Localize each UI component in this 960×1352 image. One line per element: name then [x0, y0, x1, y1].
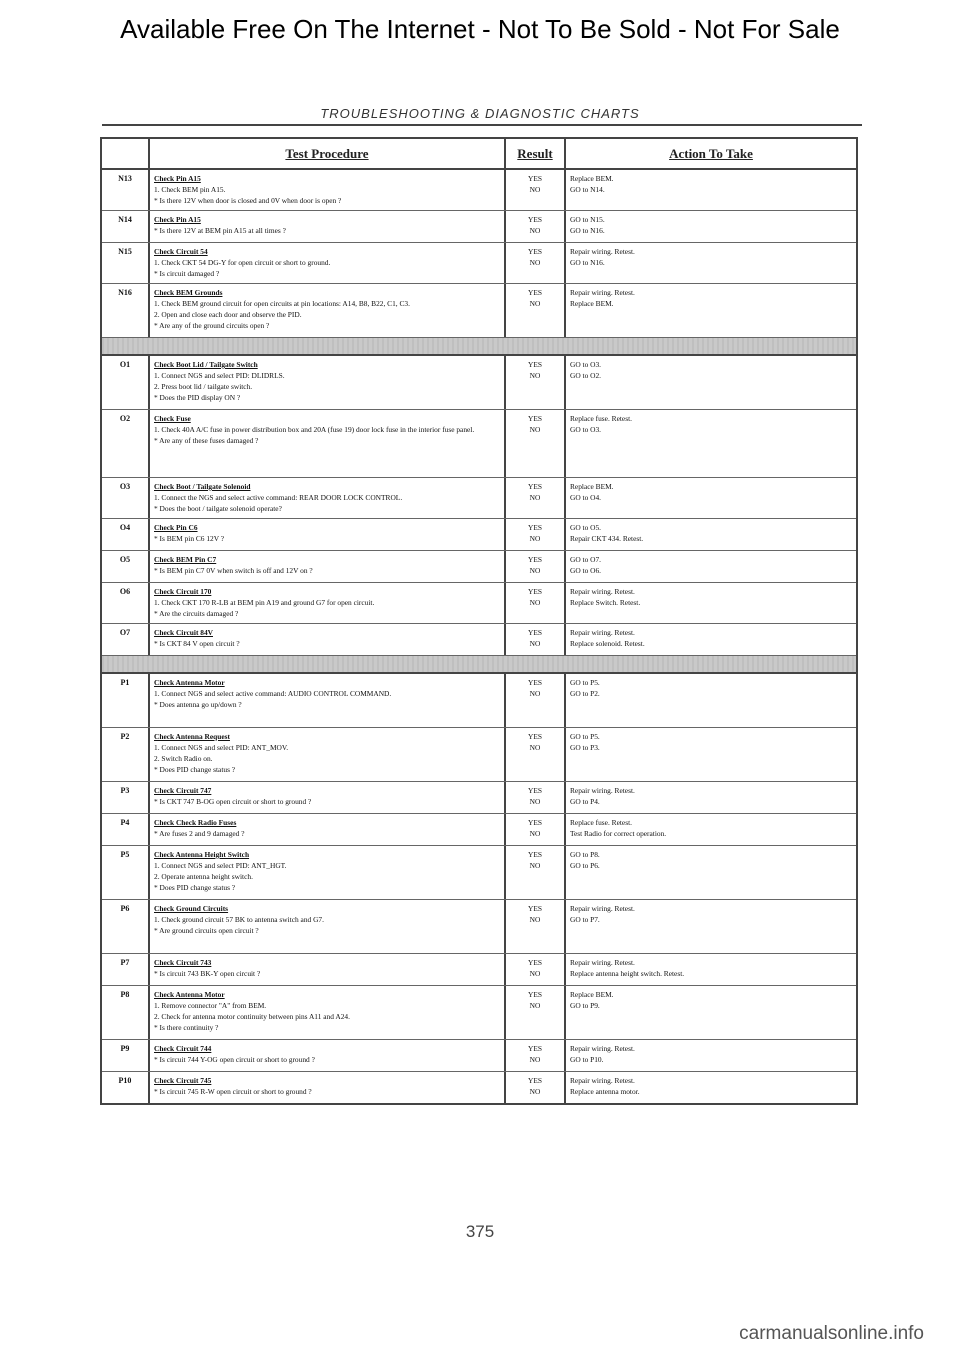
action-value: GO to P8. [570, 850, 600, 859]
result-value: YES [528, 990, 542, 999]
procedure-cell [148, 170, 504, 210]
procedure-cell [148, 478, 504, 518]
title-divider [102, 124, 862, 126]
table-row [102, 211, 856, 243]
action-value: GO to O7. [570, 555, 601, 564]
result-value: YES [528, 360, 542, 369]
result-value: NO [529, 566, 541, 575]
test-step-id: N14 [118, 215, 132, 224]
action-cell [564, 900, 856, 953]
procedure-step: * Is circuit 745 R-W open circuit or short to ground ? [154, 1087, 312, 1096]
procedure-title: Check Circuit 743 [154, 958, 212, 967]
action-cell [564, 211, 856, 242]
procedure-cell [148, 284, 504, 337]
table-row [102, 1040, 856, 1072]
procedure-cell [148, 728, 504, 781]
procedure-cell [148, 986, 504, 1039]
test-step-id: O5 [119, 555, 131, 564]
result-value: YES [528, 904, 542, 913]
action-value: Replace BEM. [570, 299, 614, 308]
result-value: NO [529, 226, 541, 235]
table-row [102, 782, 856, 814]
result-value: YES [528, 850, 542, 859]
result-value: NO [529, 534, 541, 543]
action-cell [564, 170, 856, 210]
result-value: YES [528, 732, 542, 741]
procedure-step: * Does PID change status ? [154, 883, 236, 892]
action-value: Replace antenna motor. [570, 1087, 640, 1096]
procedure-title: Check BEM Pin C7 [154, 555, 217, 564]
action-value: Repair CKT 434. Retest. [570, 534, 644, 543]
test-step-id: P2 [120, 732, 130, 741]
procedure-column-header: Test Procedure [148, 139, 504, 168]
procedure-step: * Are the circuits damaged ? [154, 609, 239, 618]
action-cell [564, 782, 856, 813]
action-value: GO to O4. [570, 493, 601, 502]
procedure-step: 1. Connect the NGS and select active command: REAR DOOR LOCK CONTROL. [154, 493, 403, 502]
procedure-title: Check Circuit 84V [154, 628, 213, 637]
action-value: GO to N16. [570, 226, 605, 235]
action-cell [564, 1040, 856, 1071]
result-value: YES [528, 1044, 542, 1053]
table-row [102, 243, 856, 284]
procedure-step: 1. Remove connector "A" from BEM. [154, 1001, 267, 1010]
result-value: NO [529, 743, 541, 752]
result-value: YES [528, 523, 542, 532]
action-cell [564, 551, 856, 582]
procedure-step: * Are any of these fuses damaged ? [154, 436, 259, 445]
result-value: NO [529, 1087, 541, 1096]
table-row [102, 814, 856, 846]
procedure-cell [148, 1072, 504, 1103]
action-value: GO to N16. [570, 258, 605, 267]
action-cell [564, 478, 856, 518]
procedure-step: 1. Connect NGS and select PID: ANT_MOV. [154, 743, 289, 752]
table-row [102, 624, 856, 656]
action-value: GO to P5. [570, 678, 600, 687]
procedure-title: Check Circuit 170 [154, 587, 212, 596]
procedure-step: 1. Check CKT 170 R-LB at BEM pin A19 and ground G7 for open circuit. [154, 598, 375, 607]
procedure-title: Check Check Radio Fuses [154, 818, 237, 827]
result-value: YES [528, 414, 542, 423]
table-row [102, 674, 856, 728]
result-cell [504, 519, 564, 550]
procedure-step: 1. Connect NGS and select active command: AUDIO CONTROL COMMAND. [154, 689, 392, 698]
action-value: GO to P6. [570, 861, 600, 870]
test-step-id: O6 [119, 587, 131, 596]
action-cell [564, 728, 856, 781]
procedure-title: Check Circuit 54 [154, 247, 208, 256]
procedure-title: Check Circuit 744 [154, 1044, 212, 1053]
action-cell [564, 284, 856, 337]
procedure-step: 1. Check 40A A/C fuse in power distribution box and 20A (fuse 19) door lock fuse in the interior fuse panel. [154, 425, 475, 434]
action-cell [564, 410, 856, 477]
result-value: NO [529, 1055, 541, 1064]
result-value: YES [528, 288, 542, 297]
procedure-cell [148, 846, 504, 899]
result-cell [504, 954, 564, 985]
procedure-step: * Is CKT 747 B-OG open circuit or short to ground ? [154, 797, 312, 806]
action-cell [564, 583, 856, 623]
result-value: YES [528, 958, 542, 967]
result-cell [504, 624, 564, 655]
action-cell [564, 519, 856, 550]
test-step-id: O1 [119, 360, 131, 369]
procedure-title: Check BEM Grounds [154, 288, 223, 297]
result-value: YES [528, 1076, 542, 1085]
procedure-step: 2. Operate antenna height switch. [154, 872, 253, 881]
table-body [102, 170, 856, 1103]
procedure-step: 2. Switch Radio on. [154, 754, 213, 763]
procedure-title: Check Pin A15 [154, 215, 201, 224]
test-step-id: P1 [120, 678, 130, 687]
procedure-step: * Is circuit 743 BK-Y open circuit ? [154, 969, 261, 978]
action-value: Replace BEM. [570, 174, 614, 183]
test-step-id: N16 [118, 288, 132, 297]
action-value: GO to N14. [570, 185, 605, 194]
procedure-step: 1. Check BEM ground circuit for open circuits at pin locations: A14, B8, B22, C1, C3. [154, 299, 410, 308]
result-cell [504, 243, 564, 283]
action-value: GO to P10. [570, 1055, 604, 1064]
procedure-step: 1. Connect NGS and select PID: DLIDRLS. [154, 371, 285, 380]
procedure-title: Check Circuit 745 [154, 1076, 212, 1085]
action-value: GO to O5. [570, 523, 601, 532]
result-value: NO [529, 1001, 541, 1010]
action-value: Repair wiring. Retest. [570, 247, 635, 256]
table-row [102, 551, 856, 583]
result-value: YES [528, 174, 542, 183]
result-value: YES [528, 247, 542, 256]
table-row [102, 519, 856, 551]
procedure-cell [148, 900, 504, 953]
procedure-cell [148, 1040, 504, 1071]
test-step-id: P8 [120, 990, 130, 999]
result-value: NO [529, 969, 541, 978]
result-value: NO [529, 598, 541, 607]
table-row [102, 410, 856, 478]
test-step-id: P10 [118, 1076, 132, 1085]
action-value: Replace solenoid. Retest. [570, 639, 645, 648]
action-cell [564, 954, 856, 985]
procedure-cell [148, 551, 504, 582]
action-value: GO to P3. [570, 743, 600, 752]
test-step-id: O3 [119, 482, 131, 491]
result-value: NO [529, 185, 541, 194]
procedure-step: * Are ground circuits open circuit ? [154, 926, 259, 935]
table-header [102, 139, 856, 170]
section-divider-band [102, 656, 856, 674]
id-column-header [102, 139, 148, 168]
result-cell [504, 782, 564, 813]
result-value: YES [528, 555, 542, 564]
test-step-id: P4 [120, 818, 130, 827]
action-value: GO to P9. [570, 1001, 600, 1010]
procedure-step: * Is BEM pin C7 0V when switch is off and 12V on ? [154, 566, 313, 575]
test-step-id: P9 [120, 1044, 130, 1053]
procedure-step: * Is circuit 744 Y-OG open circuit or short to ground ? [154, 1055, 315, 1064]
procedure-step: * Is there 12V at BEM pin A15 at all times ? [154, 226, 286, 235]
action-value: GO to O3. [570, 360, 601, 369]
action-value: GO to O3. [570, 425, 601, 434]
result-value: NO [529, 861, 541, 870]
procedure-step: 2. Check for antenna motor continuity between pins A11 and A24. [154, 1012, 350, 1021]
result-value: YES [528, 628, 542, 637]
table-row [102, 356, 856, 410]
action-value: GO to P4. [570, 797, 600, 806]
action-cell [564, 624, 856, 655]
test-step-id: N13 [118, 174, 132, 183]
procedure-cell [148, 519, 504, 550]
action-value: Replace fuse. Retest. [570, 414, 632, 423]
test-step-id: P7 [120, 958, 130, 967]
result-value: YES [528, 786, 542, 795]
result-cell [504, 728, 564, 781]
action-value: Repair wiring. Retest. [570, 904, 635, 913]
result-value: NO [529, 689, 541, 698]
result-value: YES [528, 678, 542, 687]
procedure-cell [148, 814, 504, 845]
test-step-id: O4 [119, 523, 131, 532]
action-cell [564, 356, 856, 409]
procedure-cell [148, 624, 504, 655]
procedure-cell [148, 583, 504, 623]
procedure-step: * Does the boot / tailgate solenoid operate? [154, 504, 282, 513]
result-value: YES [528, 818, 542, 827]
table-row [102, 284, 856, 338]
procedure-cell [148, 782, 504, 813]
result-value: NO [529, 797, 541, 806]
procedure-cell [148, 954, 504, 985]
procedure-cell [148, 410, 504, 477]
procedure-title: Check Pin C6 [154, 523, 198, 532]
table-row [102, 1072, 856, 1103]
procedure-title: Check Pin A15 [154, 174, 201, 183]
procedure-step: * Does the PID display ON ? [154, 393, 241, 402]
procedure-cell [148, 243, 504, 283]
table-row [102, 954, 856, 986]
result-value: NO [529, 493, 541, 502]
result-cell [504, 986, 564, 1039]
test-step-id: N15 [118, 247, 132, 256]
procedure-cell [148, 356, 504, 409]
procedure-title: Check Antenna Motor [154, 990, 225, 999]
action-value: Repair wiring. Retest. [570, 1044, 635, 1053]
action-cell [564, 243, 856, 283]
result-cell [504, 846, 564, 899]
procedure-title: Check Fuse [154, 414, 191, 423]
procedure-title: Check Boot Lid / Tailgate Switch [154, 360, 258, 369]
action-value: Replace BEM. [570, 990, 614, 999]
action-cell [564, 846, 856, 899]
action-cell [564, 986, 856, 1039]
test-step-id: P3 [120, 786, 130, 795]
procedure-step: * Does antenna go up/down ? [154, 700, 242, 709]
result-cell [504, 583, 564, 623]
result-cell [504, 410, 564, 477]
result-column-header: Result [504, 139, 564, 168]
procedure-step: 1. Check ground circuit 57 BK to antenna switch and G7. [154, 915, 324, 924]
action-value: Repair wiring. Retest. [570, 786, 635, 795]
action-value: GO to O6. [570, 566, 601, 575]
test-step-id: P5 [120, 850, 130, 859]
result-cell [504, 1072, 564, 1103]
action-value: Repair wiring. Retest. [570, 958, 635, 967]
table-row [102, 846, 856, 900]
result-cell [504, 478, 564, 518]
page-title: TROUBLESHOOTING & DIAGNOSTIC CHARTS [320, 106, 640, 121]
action-value: GO to P2. [570, 689, 600, 698]
action-cell [564, 674, 856, 727]
result-cell [504, 211, 564, 242]
result-value: NO [529, 639, 541, 648]
page-number: 375 [465, 1222, 495, 1241]
procedure-step: * Is there continuity ? [154, 1023, 219, 1032]
procedure-title: Check Ground Circuits [154, 904, 229, 913]
procedure-step: * Does PID change status ? [154, 765, 236, 774]
result-value: NO [529, 915, 541, 924]
procedure-step: 2. Open and close each door and observe the PID. [154, 310, 302, 319]
result-value: YES [528, 215, 542, 224]
action-value: Replace Switch. Retest. [570, 598, 641, 607]
procedure-step: * Is CKT 84 V open circuit ? [154, 639, 240, 648]
result-value: NO [529, 299, 541, 308]
procedure-step: * Are fuses 2 and 9 damaged ? [154, 829, 245, 838]
result-cell [504, 356, 564, 409]
test-step-id: O7 [119, 628, 131, 637]
procedure-title: Check Circuit 747 [154, 786, 212, 795]
result-value: NO [529, 258, 541, 267]
action-value: GO to N15. [570, 215, 605, 224]
action-value: Repair wiring. Retest. [570, 1076, 635, 1085]
procedure-title: Check Boot / Tailgate Solenoid [154, 482, 251, 491]
procedure-title: Check Antenna Height Switch [154, 850, 250, 859]
action-value: Replace fuse. Retest. [570, 818, 632, 827]
result-cell [504, 1040, 564, 1071]
table-row [102, 478, 856, 519]
action-value: GO to O2. [570, 371, 601, 380]
action-value: GO to P5. [570, 732, 600, 741]
banner-text: Available Free On The Internet - Not To Be Sold - Not For Sale [120, 14, 840, 44]
action-cell [564, 1072, 856, 1103]
result-cell [504, 674, 564, 727]
result-cell [504, 551, 564, 582]
table-row [102, 728, 856, 782]
test-step-id: P6 [120, 904, 130, 913]
procedure-step: 1. Connect NGS and select PID: ANT_HGT. [154, 861, 287, 870]
procedure-title: Check Antenna Motor [154, 678, 225, 687]
result-value: NO [529, 425, 541, 434]
action-value: Repair wiring. Retest. [570, 587, 635, 596]
procedure-title: Check Antenna Request [154, 732, 230, 741]
action-cell [564, 814, 856, 845]
action-column-header: Action To Take [564, 139, 856, 168]
test-step-id: O2 [119, 414, 131, 423]
action-value: Replace antenna height switch. Retest. [570, 969, 685, 978]
result-cell [504, 900, 564, 953]
result-value: NO [529, 371, 541, 380]
result-value: NO [529, 829, 541, 838]
result-value: YES [528, 587, 542, 596]
result-cell [504, 284, 564, 337]
result-value: YES [528, 482, 542, 491]
procedure-step: * Is BEM pin C6 12V ? [154, 534, 225, 543]
table-row [102, 986, 856, 1040]
action-value: GO to P7. [570, 915, 600, 924]
action-value: Repair wiring. Retest. [570, 288, 635, 297]
result-cell [504, 814, 564, 845]
section-divider-band [102, 338, 856, 356]
diagnostic-table [100, 137, 858, 1105]
action-value: Replace BEM. [570, 482, 614, 491]
procedure-step: 2. Press boot lid / tailgate switch. [154, 382, 253, 391]
table-row [102, 583, 856, 624]
result-cell [504, 170, 564, 210]
procedure-step: 1. Check CKT 54 DG-Y for open circuit or short to ground. [154, 258, 331, 267]
procedure-step: 1. Check BEM pin A15. [154, 185, 226, 194]
action-value: Repair wiring. Retest. [570, 628, 635, 637]
action-value: Test Radio for correct operation. [570, 829, 667, 838]
procedure-step: * Is circuit damaged ? [154, 269, 220, 278]
procedure-step: * Is there 12V when door is closed and 0V when door is open ? [154, 196, 342, 205]
procedure-cell [148, 674, 504, 727]
table-row [102, 900, 856, 954]
procedure-cell [148, 211, 504, 242]
table-row [102, 170, 856, 211]
procedure-step: * Are any of the ground circuits open ? [154, 321, 270, 330]
site-watermark: carmanualsonline.info [739, 1323, 924, 1344]
